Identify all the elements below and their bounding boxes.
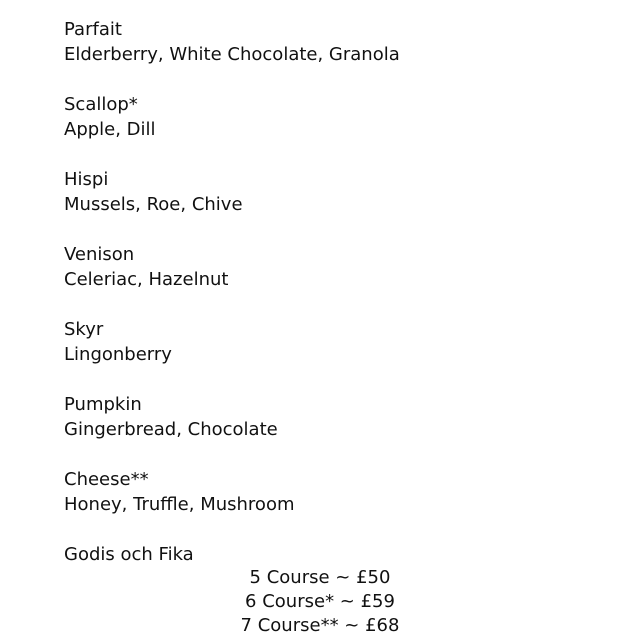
menu-course-hispi: [64, 167, 624, 217]
course-name: Parfait: [64, 19, 122, 40]
course-name: Hispi: [64, 169, 109, 190]
menu-course-godis-och-fika: [64, 542, 624, 567]
tasting-menu: [64, 17, 624, 592]
course-name: Venison: [64, 244, 135, 265]
menu-course-cheese: [64, 467, 624, 517]
price-7-course: 7 Course** ~ £68: [240, 615, 400, 636]
price-5-course: 5 Course ~ £50: [249, 567, 391, 588]
menu-course-venison: [64, 242, 624, 292]
course-name: Scallop*: [64, 94, 138, 115]
course-description: Lingonberry: [64, 344, 172, 365]
course-name: Godis och Fika: [64, 544, 194, 565]
course-description: Celeriac, Hazelnut: [64, 269, 229, 290]
course-description: Gingerbread, Chocolate: [64, 419, 278, 440]
menu-course-parfait: [64, 17, 624, 67]
course-description: Mussels, Roe, Chive: [64, 194, 243, 215]
course-name: Cheese**: [64, 469, 149, 490]
menu-course-pumpkin: [64, 392, 624, 442]
course-name: Skyr: [64, 319, 104, 340]
price-6-course: 6 Course* ~ £59: [245, 591, 395, 612]
course-description: Elderberry, White Chocolate, Granola: [64, 44, 400, 65]
course-description: Honey, Truffle, Mushroom: [64, 494, 295, 515]
menu-course-scallop: [64, 92, 624, 142]
price-list: [200, 566, 440, 638]
menu-course-skyr: [64, 317, 624, 367]
course-description: Apple, Dill: [64, 119, 156, 140]
course-name: Pumpkin: [64, 394, 142, 415]
